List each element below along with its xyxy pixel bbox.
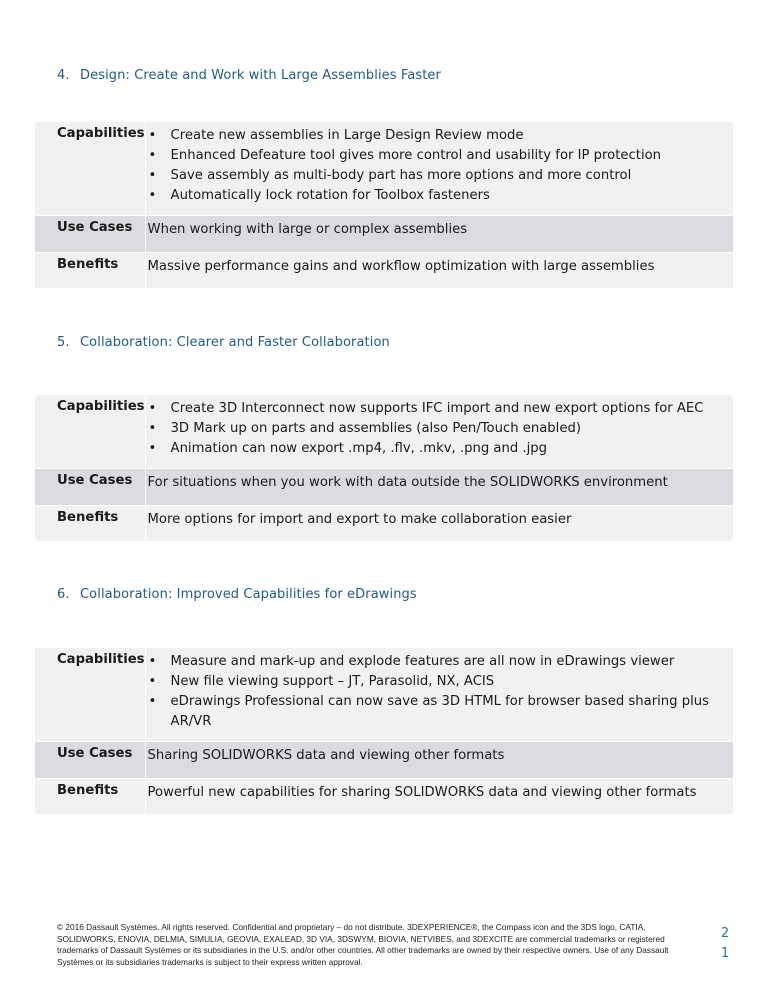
use-cases-row	[35, 469, 733, 506]
capability-item: • New file viewing support – JT, Parasolid, NX, ACIS	[148, 672, 733, 692]
section-heading: Design: Create and Work with Large Assemblies Faster	[80, 68, 441, 83]
capabilities-list	[148, 126, 733, 206]
page-number-line2: 1	[720, 946, 730, 961]
capability-item: • Automatically lock rotation for Toolbox fasteners	[148, 186, 733, 206]
capabilities-row	[35, 395, 733, 469]
use-cases-row	[35, 216, 733, 253]
capability-item: • Enhanced Defeature tool gives more control and usability for IP protection	[148, 146, 733, 166]
use-cases-label: Use Cases	[35, 742, 145, 779]
capability-item: • eDrawings Professional can now save as 3D HTML for browser based sharing plus AR/VR	[148, 692, 733, 732]
section-title	[57, 587, 417, 602]
use-cases-value: Sharing SOLIDWORKS data and viewing other formats	[145, 742, 733, 779]
capabilities-row	[35, 648, 733, 742]
benefits-value: More options for import and export to make collaboration easier	[145, 506, 733, 541]
section-number: 5.	[57, 335, 70, 350]
copyright-footer: © 2016 Dassault Systèmes. All rights reserved. Confidential and proprietary – do not distribute. 3DEXPERIENCE®, the Compass icon and the 3DS logo, CATIA, SOLIDWORKS, ENOVIA, DELMIA, SIMULIA, GEOVIA, EXALEAD, 3D VIA, 3DSWYM, BIOVIA, NETVIBES, and 3DEXCITE are commercial trademarks or registered trademarks of Dassault Systèmes or its subsidiaries in the U.S. and/or other countries. All other trademarks are owned by their respective owners. Use of any Dassault Systèmes or its subsidiaries trademarks is subject to their express written approval.	[57, 922, 669, 967]
page-number	[718, 924, 732, 964]
capability-item: • Measure and mark-up and explode features are all now in eDrawings viewer	[148, 652, 733, 672]
capabilities-row	[35, 122, 733, 216]
benefits-label: Benefits	[35, 779, 145, 814]
capability-item: • Create new assemblies in Large Design Review mode	[148, 126, 733, 146]
benefits-row	[35, 779, 733, 814]
capabilities-label: Capabilities	[35, 395, 145, 469]
use-cases-label: Use Cases	[35, 216, 145, 253]
capabilities-label: Capabilities	[35, 122, 145, 216]
capability-item: • Animation can now export .mp4, .flv, .mkv, .png and .jpg	[148, 439, 733, 459]
capabilities-cell	[145, 648, 733, 742]
use-cases-value: When working with large or complex assemblies	[145, 216, 733, 253]
section-title	[57, 68, 441, 83]
feature-table	[35, 395, 733, 541]
benefits-label: Benefits	[35, 253, 145, 288]
feature-table	[35, 122, 733, 288]
benefits-row	[35, 506, 733, 541]
section-heading: Collaboration: Clearer and Faster Collaboration	[80, 335, 390, 350]
capabilities-label: Capabilities	[35, 648, 145, 742]
section-title	[57, 335, 390, 350]
section-number: 4.	[57, 68, 70, 83]
use-cases-value: For situations when you work with data outside the SOLIDWORKS environment	[145, 469, 733, 506]
capabilities-cell	[145, 122, 733, 216]
page-number-line1: 2	[720, 926, 730, 941]
use-cases-label: Use Cases	[35, 469, 145, 506]
capabilities-list	[148, 399, 733, 459]
feature-table	[35, 648, 733, 814]
use-cases-row	[35, 742, 733, 779]
capabilities-cell	[145, 395, 733, 469]
benefits-label: Benefits	[35, 506, 145, 541]
capability-item: • Create 3D Interconnect now supports IFC import and new export options for AEC	[148, 399, 733, 419]
section-number: 6.	[57, 587, 70, 602]
capabilities-list	[148, 652, 733, 732]
benefits-value: Massive performance gains and workflow optimization with large assemblies	[145, 253, 733, 288]
capability-item: • 3D Mark up on parts and assemblies (also Pen/Touch enabled)	[148, 419, 733, 439]
section-heading: Collaboration: Improved Capabilities for eDrawings	[80, 587, 417, 602]
benefits-value: Powerful new capabilities for sharing SOLIDWORKS data and viewing other formats	[145, 779, 733, 814]
capability-item: • Save assembly as multi-body part has more options and more control	[148, 166, 733, 186]
benefits-row	[35, 253, 733, 288]
